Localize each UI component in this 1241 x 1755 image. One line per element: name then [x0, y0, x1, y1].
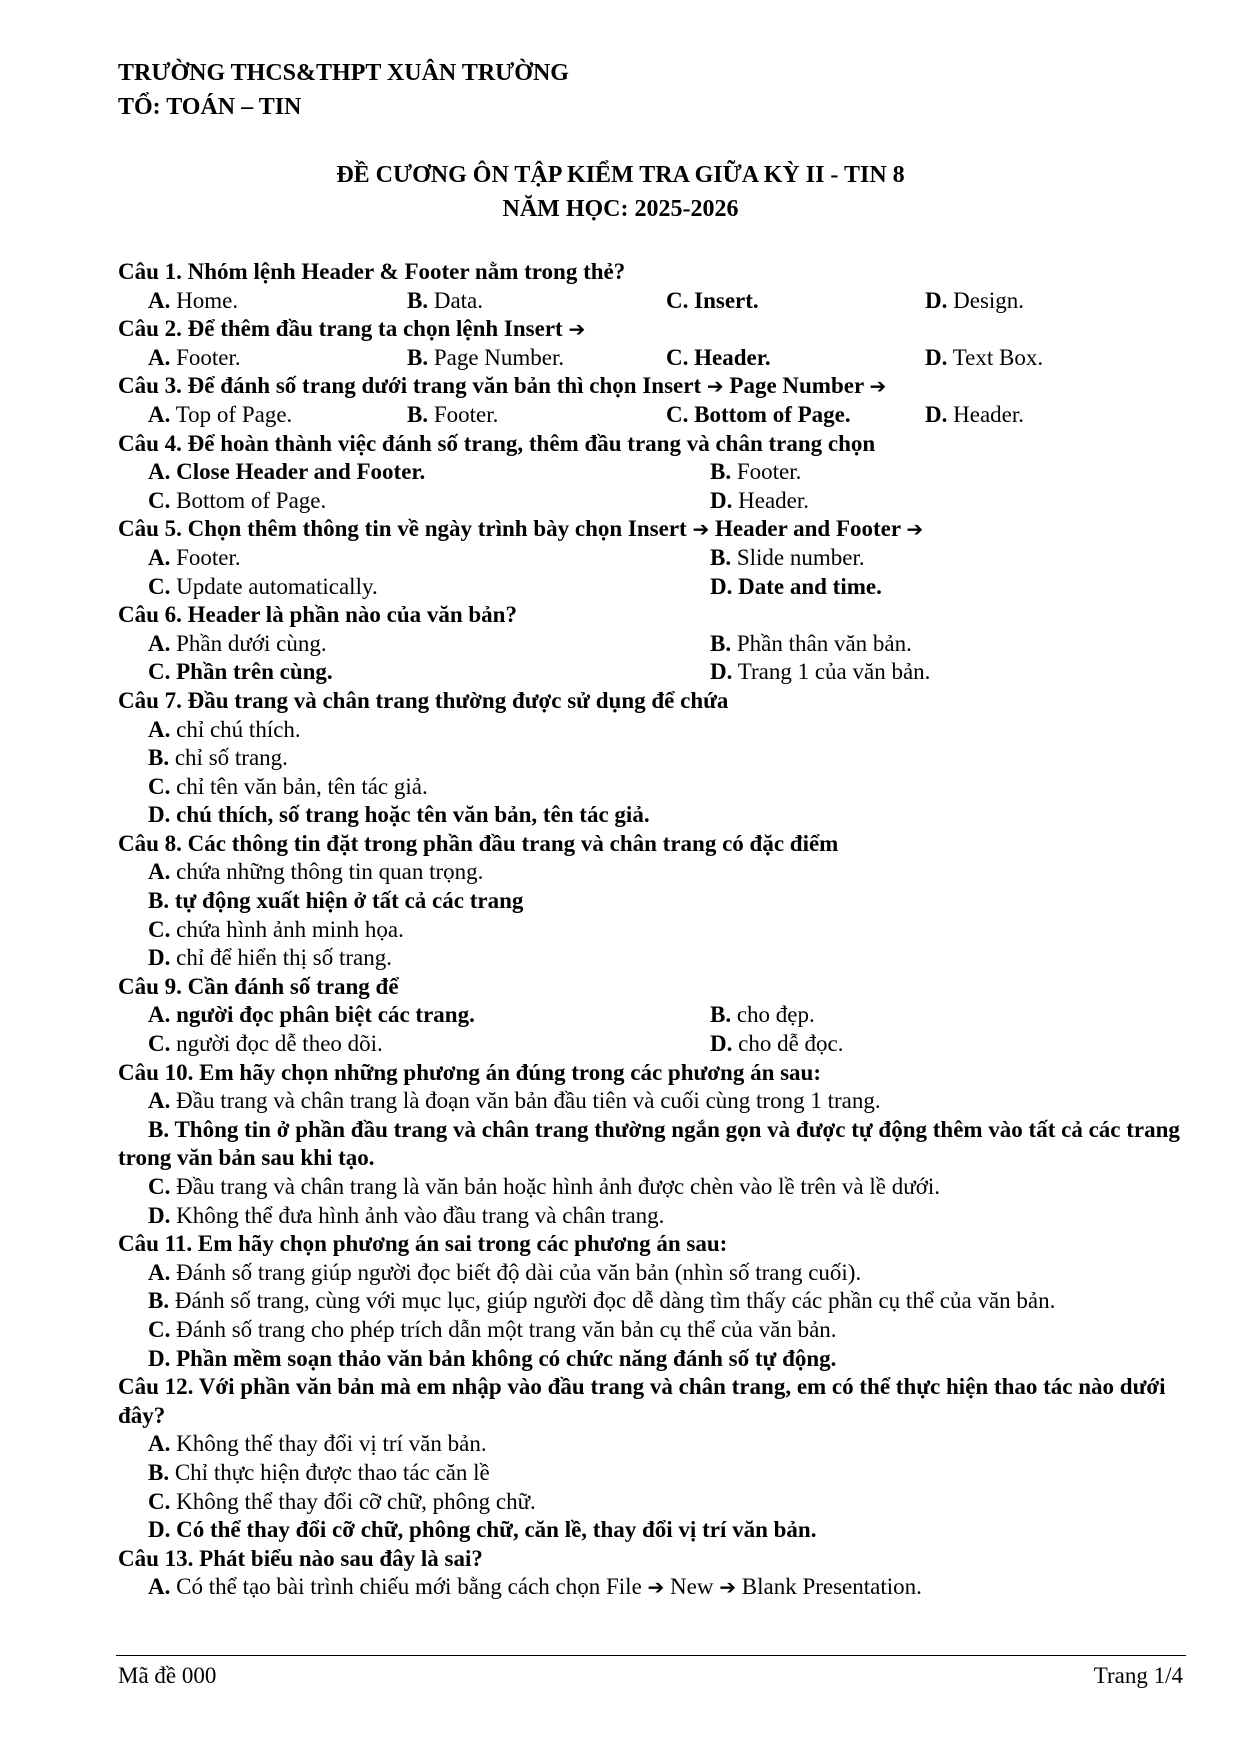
options-9a [118, 1001, 1184, 1030]
option-c: C. Đầu trang và chân trang là văn bản hoặc hình ảnh được chèn vào lề trên và lề dưới. [148, 1174, 941, 1199]
option-b: B. Data. [407, 287, 484, 313]
options-3 [118, 401, 1184, 430]
arrow-icon: ➔ [706, 374, 724, 399]
option-b: B. Chỉ thực hiện được thao tác căn lề [148, 1459, 490, 1485]
options-4b [118, 487, 1184, 516]
arrow-icon: ➔ [906, 517, 924, 542]
option-b: B. Đánh số trang, cùng với mục lục, giúp người đọc dễ dàng tìm thấy các phần cụ thể của văn bản. [148, 1288, 1056, 1314]
arrow-icon: ➔ [692, 517, 710, 542]
option-d: D. Trang 1 của văn bản. [710, 659, 931, 685]
options-6a [118, 630, 1184, 659]
option-c: C. Bottom of Page. [148, 487, 327, 513]
option-c: C. Không thể thay đổi cỡ chữ, phông chữ. [148, 1488, 536, 1514]
option-b: B. Thông tin ở phần đầu trang và chân trang thường ngắn gọn và được tự động thêm vào tất cả các trang trong văn bản sau khi tạo. [118, 1116, 1180, 1171]
option-d: D. Header. [925, 401, 1025, 427]
option-a: A. Close Header and Footer. [148, 459, 426, 485]
option-a: A. Footer. [148, 344, 241, 370]
option-a: A. chỉ chú thích. [148, 716, 301, 742]
option-d: D. Phần mềm soạn thảo văn bản không có chức năng đánh số tự động. [148, 1345, 837, 1371]
option-a: A. Đầu trang và chân trang là đoạn văn bản đầu tiên và cuối cùng trong 1 trang. [148, 1088, 881, 1114]
option-a: A. người đọc phân biệt các trang. [148, 1002, 475, 1028]
arrow-icon: ➔ [568, 317, 586, 342]
options-1 [118, 287, 1184, 316]
question-12: Câu 12. Với phần văn bản mà em nhập vào đầu trang và chân trang, em có thể thực hiện thao tác nào dưới đây? [118, 1374, 1166, 1428]
option-c: C. Header. [666, 344, 771, 370]
option-a: A. Có thể tạo bài trình chiếu mới bằng cách chọn File ➔ New ➔ Blank Presentation. [148, 1574, 922, 1600]
options-5b [118, 573, 1184, 602]
option-a: A. chứa những thông tin quan trọng. [148, 859, 484, 885]
options-5a [118, 544, 1184, 573]
option-b: B. cho đẹp. [710, 1002, 815, 1028]
option-d: D. chỉ để hiển thị số trang. [148, 945, 393, 971]
exam-code: Mã đề 000 [118, 1663, 217, 1688]
option-a: A. Home. [148, 287, 239, 313]
question-2: Câu 2. Để thêm đầu trang ta chọn lệnh Insert ➔ [118, 316, 586, 342]
question-9: Câu 9. Cần đánh số trang để [118, 973, 399, 999]
option-c: C. chứa hình ảnh minh họa. [148, 916, 404, 942]
option-b: B. tự động xuất hiện ở tất cả các trang [148, 888, 524, 914]
option-c: C. Bottom of Page. [666, 401, 851, 427]
option-a: A. Đánh số trang giúp người đọc biết độ dài của văn bản (nhìn số trang cuối). [148, 1259, 862, 1285]
document-title [0, 158, 1241, 226]
question-8: Câu 8. Các thông tin đặt trong phần đầu trang và chân trang có đặc điểm [118, 830, 839, 856]
option-a: A. Phần dưới cùng. [148, 630, 327, 656]
option-d: D. Header. [710, 487, 810, 513]
question-5: Câu 5. Chọn thêm thông tin về ngày trình bày chọn Insert ➔ Header and Footer ➔ [118, 516, 924, 542]
option-c: C. Insert. [666, 287, 759, 313]
school-header [118, 56, 569, 124]
option-d: D. Không thể đưa hình ảnh vào đầu trang và chân trang. [148, 1202, 665, 1228]
question-4: Câu 4. Để hoàn thành việc đánh số trang, thêm đầu trang và chân trang chọn [118, 430, 876, 456]
option-b: B. Footer. [407, 401, 499, 427]
question-11: Câu 11. Em hãy chọn phương án sai trong các phương án sau: [118, 1231, 728, 1257]
option-a: A. Top of Page. [148, 401, 293, 427]
question-13: Câu 13. Phát biểu nào sau đây là sai? [118, 1545, 483, 1571]
option-a: A. Footer. [148, 544, 241, 570]
option-d: D. chú thích, số trang hoặc tên văn bản, tên tác giả. [148, 802, 650, 828]
question-list [118, 258, 1184, 1602]
arrow-icon: ➔ [719, 1575, 736, 1600]
title-line: ĐỀ CƯƠNG ÔN TẬP KIỂM TRA GIỮA KỲ II - TIN 8 [336, 162, 905, 188]
page-number: Trang 1/4 [1093, 1663, 1183, 1688]
option-a: A. Không thể thay đổi vị trí văn bản. [148, 1431, 487, 1457]
question-6: Câu 6. Header là phần nào của văn bản? [118, 602, 517, 628]
option-b: B. Footer. [710, 459, 802, 485]
arrow-icon: ➔ [869, 374, 887, 399]
option-d: D. Date and time. [710, 573, 882, 599]
school-name: TRƯỜNG THCS&THPT XUÂN TRƯỜNG [118, 60, 569, 86]
option-d: D. Design. [925, 287, 1025, 313]
question-7: Câu 7. Đầu trang và chân trang thường được sử dụng để chứa [118, 687, 729, 713]
option-c: C. chỉ tên văn bản, tên tác giả. [148, 773, 428, 799]
option-b: B. Slide number. [710, 544, 865, 570]
options-6b [118, 658, 1184, 687]
option-d: D. Có thể thay đổi cỡ chữ, phông chữ, căn lề, thay đổi vị trí văn bản. [148, 1517, 817, 1543]
options-2 [118, 344, 1184, 373]
question-3: Câu 3. Để đánh số trang dưới trang văn bản thì chọn Insert ➔ Page Number ➔ [118, 373, 887, 399]
school-year: NĂM HỌC: 2025-2026 [502, 196, 739, 222]
option-c: C. người đọc dễ theo dõi. [148, 1031, 383, 1057]
option-b: B. Phần thân văn bản. [710, 630, 912, 656]
option-c: C. Đánh số trang cho phép trích dẫn một trang văn bản cụ thể của văn bản. [148, 1316, 837, 1342]
option-c: C. Phần trên cùng. [148, 659, 333, 685]
question-10: Câu 10. Em hãy chọn những phương án đúng trong các phương án sau: [118, 1059, 822, 1085]
footer-divider [116, 1655, 1186, 1656]
option-b: B. chỉ số trang. [148, 745, 288, 771]
question-1: Câu 1. Nhóm lệnh Header & Footer nằm trong thẻ? [118, 259, 626, 284]
arrow-icon: ➔ [647, 1575, 665, 1600]
options-4a [118, 458, 1184, 487]
option-d: D. Text Box. [925, 344, 1044, 370]
department: TỔ: TOÁN – TIN [118, 94, 302, 120]
option-b: B. Page Number. [407, 344, 565, 370]
option-c: C. Update automatically. [148, 573, 378, 599]
options-9b [118, 1030, 1184, 1059]
option-d: D. cho dễ đọc. [710, 1031, 844, 1057]
